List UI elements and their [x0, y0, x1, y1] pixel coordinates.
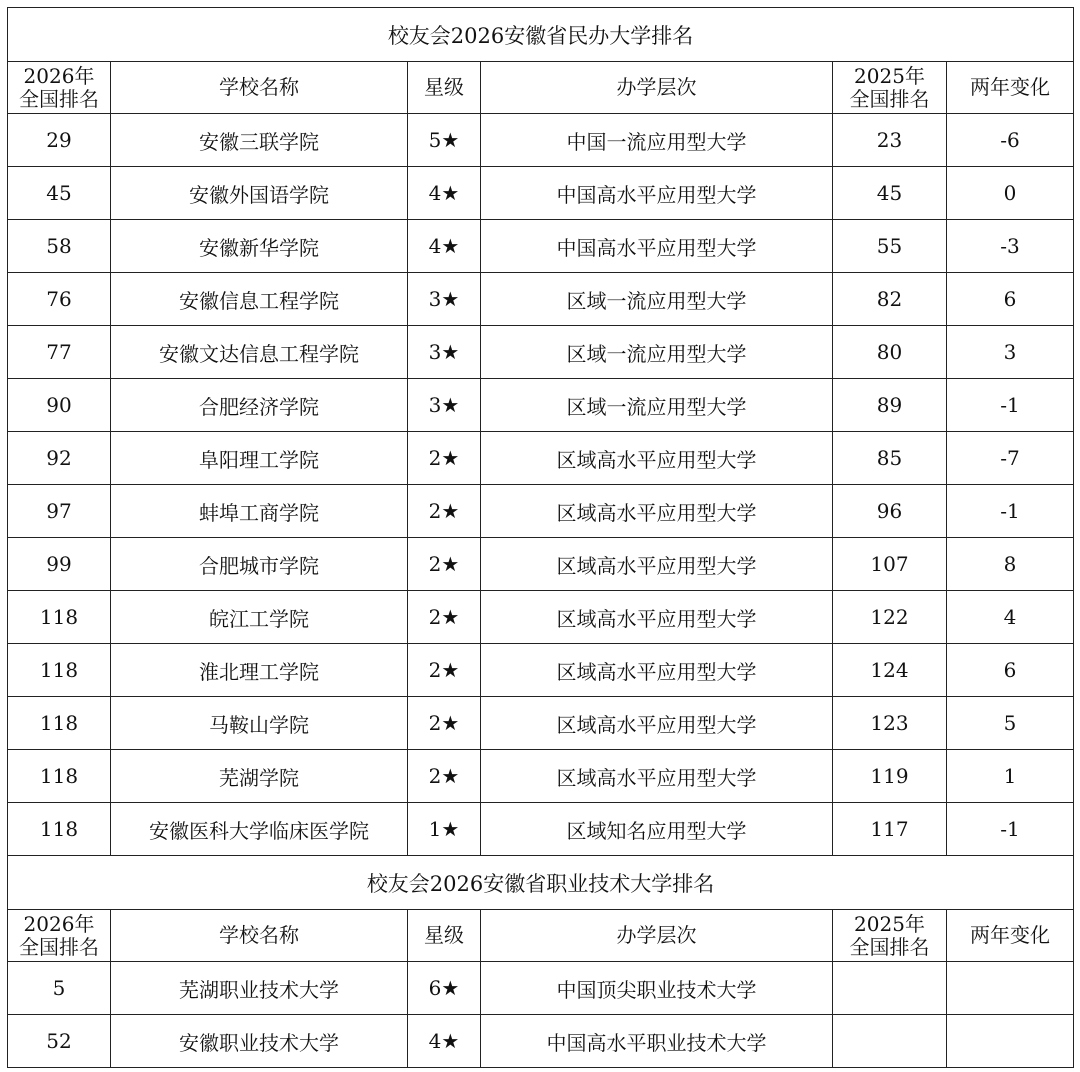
header-rank-2026-line2: 全国排名 [19, 934, 99, 959]
cell-rank-2025: 96 [833, 485, 947, 538]
cell-change [947, 962, 1074, 1015]
cell-school-name: 芜湖职业技术大学 [111, 962, 408, 1015]
header-rank-2026 [8, 910, 111, 962]
header-level: 办学层次 [481, 910, 833, 962]
cell-level: 区域一流应用型大学 [481, 326, 833, 379]
cell-change: 1 [947, 750, 1074, 803]
minban-table-row [8, 803, 1074, 856]
minban-table-row [8, 114, 1074, 167]
zhiye-table-row [8, 1015, 1074, 1068]
header-rank-2025-line1: 2025年 [854, 911, 925, 936]
cell-change: -3 [947, 220, 1074, 273]
cell-change: -6 [947, 114, 1074, 167]
header-rank-2025-line1: 2025年 [854, 63, 925, 88]
cell-rank-2026: 77 [8, 326, 111, 379]
cell-change: 6 [947, 273, 1074, 326]
cell-stars: 2★ [408, 432, 481, 485]
cell-stars: 2★ [408, 538, 481, 591]
minban-table-row [8, 538, 1074, 591]
header-level: 办学层次 [481, 62, 833, 114]
cell-school-name: 合肥经济学院 [111, 379, 408, 432]
cell-school-name: 淮北理工学院 [111, 644, 408, 697]
cell-school-name: 蚌埠工商学院 [111, 485, 408, 538]
cell-rank-2025: 85 [833, 432, 947, 485]
cell-change: 6 [947, 644, 1074, 697]
cell-level: 区域高水平应用型大学 [481, 750, 833, 803]
cell-rank-2025: 45 [833, 167, 947, 220]
cell-stars: 5★ [408, 114, 481, 167]
cell-rank-2026: 52 [8, 1015, 111, 1068]
cell-change: 5 [947, 697, 1074, 750]
cell-rank-2025: 80 [833, 326, 947, 379]
cell-rank-2026: 118 [8, 803, 111, 856]
cell-change [947, 1015, 1074, 1068]
cell-change: -1 [947, 485, 1074, 538]
cell-rank-2026: 118 [8, 591, 111, 644]
cell-change: 0 [947, 167, 1074, 220]
cell-rank-2026: 118 [8, 644, 111, 697]
minban-table-row [8, 432, 1074, 485]
cell-rank-2025: 119 [833, 750, 947, 803]
ranking-table-body [8, 8, 1074, 1068]
cell-level: 区域高水平应用型大学 [481, 485, 833, 538]
cell-level: 中国一流应用型大学 [481, 114, 833, 167]
minban-table-row [8, 750, 1074, 803]
header-change: 两年变化 [947, 910, 1074, 962]
cell-level: 区域知名应用型大学 [481, 803, 833, 856]
cell-level: 中国顶尖职业技术大学 [481, 962, 833, 1015]
cell-rank-2025: 117 [833, 803, 947, 856]
cell-rank-2026: 97 [8, 485, 111, 538]
cell-rank-2026: 118 [8, 697, 111, 750]
cell-stars: 1★ [408, 803, 481, 856]
header-school-name: 学校名称 [111, 62, 408, 114]
cell-stars: 2★ [408, 697, 481, 750]
cell-rank-2025: 89 [833, 379, 947, 432]
cell-change: -1 [947, 803, 1074, 856]
zhiye-table-title: 校友会2026安徽省职业技术大学排名 [8, 856, 1074, 910]
cell-change: 3 [947, 326, 1074, 379]
cell-school-name: 芜湖学院 [111, 750, 408, 803]
zhiye-title-row [8, 856, 1074, 910]
cell-level: 区域一流应用型大学 [481, 379, 833, 432]
ranking-document [7, 7, 1074, 1068]
cell-rank-2026: 76 [8, 273, 111, 326]
cell-level: 区域高水平应用型大学 [481, 538, 833, 591]
cell-rank-2025: 124 [833, 644, 947, 697]
cell-school-name: 安徽三联学院 [111, 114, 408, 167]
minban-table-row [8, 644, 1074, 697]
cell-school-name: 合肥城市学院 [111, 538, 408, 591]
cell-stars: 3★ [408, 379, 481, 432]
cell-school-name: 安徽文达信息工程学院 [111, 326, 408, 379]
minban-table-row [8, 220, 1074, 273]
cell-rank-2026: 118 [8, 750, 111, 803]
cell-school-name: 安徽职业技术大学 [111, 1015, 408, 1068]
cell-school-name: 马鞍山学院 [111, 697, 408, 750]
cell-stars: 3★ [408, 326, 481, 379]
cell-rank-2025: 55 [833, 220, 947, 273]
cell-rank-2026: 58 [8, 220, 111, 273]
cell-rank-2026: 99 [8, 538, 111, 591]
zhiye-header-row [8, 910, 1074, 962]
minban-table-row [8, 167, 1074, 220]
minban-table-row [8, 697, 1074, 750]
cell-rank-2025: 123 [833, 697, 947, 750]
cell-stars: 4★ [408, 1015, 481, 1068]
cell-change: 4 [947, 591, 1074, 644]
cell-rank-2025: 107 [833, 538, 947, 591]
cell-stars: 2★ [408, 485, 481, 538]
header-rank-2025 [833, 910, 947, 962]
cell-stars: 2★ [408, 591, 481, 644]
cell-change: -1 [947, 379, 1074, 432]
minban-title-row [8, 8, 1074, 62]
minban-table-row [8, 591, 1074, 644]
minban-table-row [8, 485, 1074, 538]
cell-rank-2025 [833, 962, 947, 1015]
cell-level: 区域一流应用型大学 [481, 273, 833, 326]
cell-rank-2026: 29 [8, 114, 111, 167]
cell-level: 区域高水平应用型大学 [481, 432, 833, 485]
cell-stars: 4★ [408, 167, 481, 220]
header-stars: 星级 [408, 62, 481, 114]
cell-rank-2026: 5 [8, 962, 111, 1015]
cell-rank-2025 [833, 1015, 947, 1068]
cell-rank-2026: 45 [8, 167, 111, 220]
header-rank-2025 [833, 62, 947, 114]
cell-stars: 6★ [408, 962, 481, 1015]
minban-table-row [8, 379, 1074, 432]
cell-school-name: 安徽外国语学院 [111, 167, 408, 220]
cell-stars: 4★ [408, 220, 481, 273]
minban-table-title: 校友会2026安徽省民办大学排名 [8, 8, 1074, 62]
cell-rank-2025: 122 [833, 591, 947, 644]
minban-header-row [8, 62, 1074, 114]
header-rank-2026-line2: 全国排名 [19, 86, 99, 111]
cell-stars: 2★ [408, 750, 481, 803]
cell-change: 8 [947, 538, 1074, 591]
zhiye-table-row [8, 962, 1074, 1015]
cell-school-name: 阜阳理工学院 [111, 432, 408, 485]
cell-level: 中国高水平应用型大学 [481, 167, 833, 220]
minban-table-row [8, 326, 1074, 379]
cell-rank-2025: 82 [833, 273, 947, 326]
cell-school-name: 安徽新华学院 [111, 220, 408, 273]
minban-table-row [8, 273, 1074, 326]
cell-school-name: 皖江工学院 [111, 591, 408, 644]
header-stars: 星级 [408, 910, 481, 962]
cell-level: 中国高水平职业技术大学 [481, 1015, 833, 1068]
header-change: 两年变化 [947, 62, 1074, 114]
header-rank-2026 [8, 62, 111, 114]
cell-rank-2026: 90 [8, 379, 111, 432]
cell-level: 中国高水平应用型大学 [481, 220, 833, 273]
header-school-name: 学校名称 [111, 910, 408, 962]
cell-level: 区域高水平应用型大学 [481, 644, 833, 697]
cell-stars: 3★ [408, 273, 481, 326]
header-rank-2025-line2: 全国排名 [849, 86, 930, 111]
cell-stars: 2★ [408, 644, 481, 697]
cell-rank-2025: 23 [833, 114, 947, 167]
cell-level: 区域高水平应用型大学 [481, 591, 833, 644]
ranking-table [7, 7, 1074, 1068]
cell-school-name: 安徽医科大学临床医学院 [111, 803, 408, 856]
header-rank-2026-line1: 2026年 [23, 63, 95, 88]
header-rank-2025-line2: 全国排名 [849, 934, 930, 959]
cell-school-name: 安徽信息工程学院 [111, 273, 408, 326]
header-rank-2026-line1: 2026年 [23, 911, 95, 936]
cell-level: 区域高水平应用型大学 [481, 697, 833, 750]
cell-rank-2026: 92 [8, 432, 111, 485]
cell-change: -7 [947, 432, 1074, 485]
